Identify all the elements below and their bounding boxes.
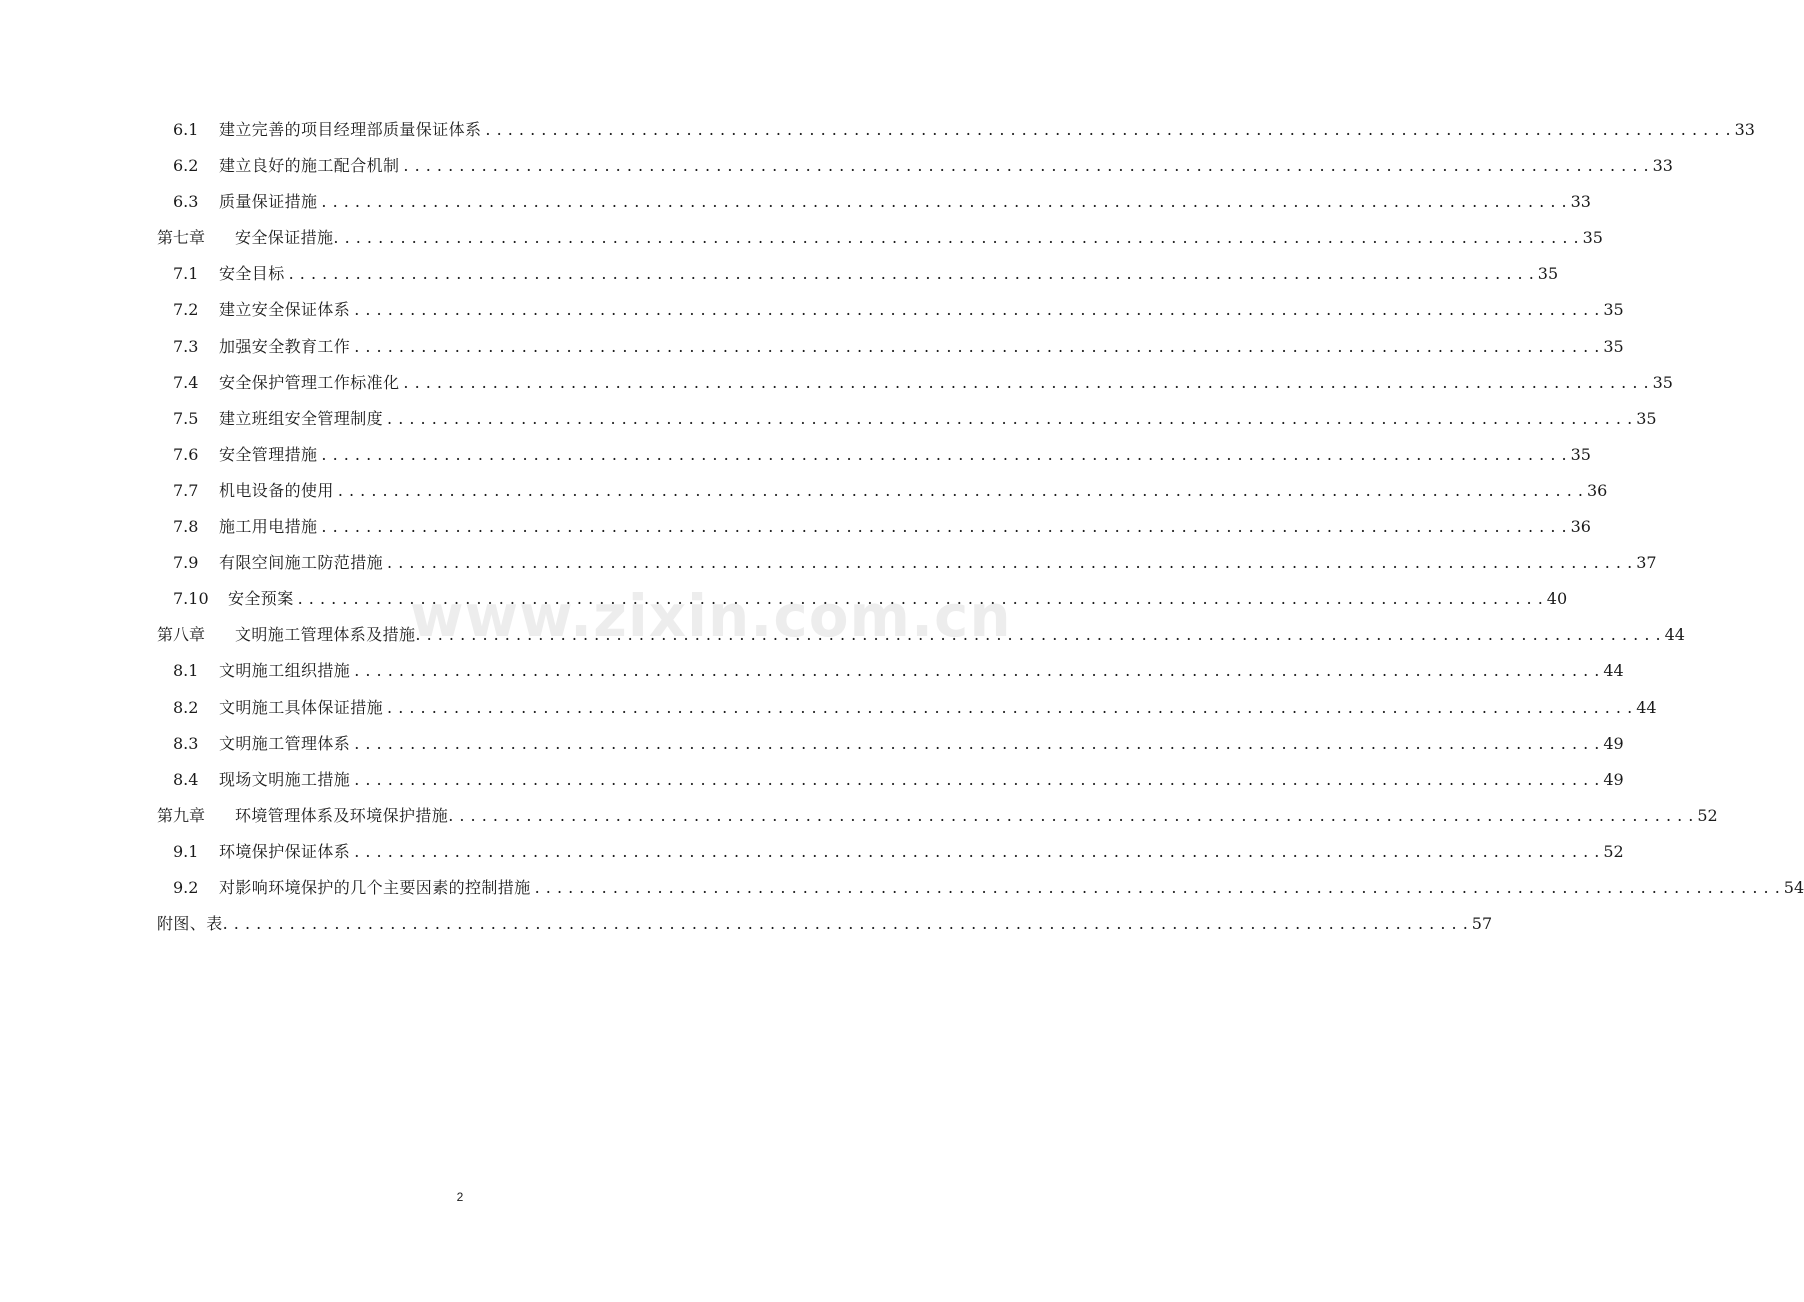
toc-dot-leader: [354, 762, 1599, 798]
toc-entry-page: 35: [1582, 228, 1603, 248]
toc-entry-number: 7.9: [173, 553, 199, 573]
toc-entry-number: 9.1: [173, 841, 199, 861]
toc-dot-leader: [223, 906, 1468, 942]
toc-entry-title: 建立良好的施工配合机制: [219, 156, 400, 176]
toc-entry-number: 6.3: [173, 192, 199, 212]
toc-entry-page: 37: [1636, 553, 1657, 573]
toc-entry-title: 文明施工管理体系: [219, 733, 351, 753]
toc-entry-number: 8.1: [173, 661, 199, 681]
toc-entry[interactable]: [157, 220, 1603, 256]
toc-dot-leader: [354, 329, 1599, 365]
toc-entry[interactable]: [157, 148, 1673, 184]
toc-entry-number: 7.7: [173, 480, 199, 500]
toc-entry-number: 7.5: [173, 408, 199, 428]
toc-entry-number: 7.8: [173, 517, 199, 537]
toc-entry[interactable]: [157, 256, 1559, 292]
toc-entry-page: 52: [1603, 841, 1624, 861]
page-number: 2: [456, 1190, 464, 1204]
toc-dot-leader: [535, 870, 1780, 906]
toc-entry-page: 49: [1603, 733, 1624, 753]
toc-dot-leader: [387, 545, 1632, 581]
toc-entry[interactable]: [157, 437, 1591, 473]
toc-dot-leader: [338, 473, 1583, 509]
toc-dot-leader: [403, 365, 1648, 401]
toc-entry[interactable]: [157, 834, 1624, 870]
toc-entry-title: 建立班组安全管理制度: [219, 408, 384, 428]
toc-dot-leader: [387, 401, 1632, 437]
toc-entry-title: 附图、表: [157, 914, 223, 934]
toc-entry-title: 安全管理措施: [219, 444, 318, 464]
toc-entry-title: 安全保证措施: [235, 228, 334, 248]
toc-entry[interactable]: [157, 184, 1591, 220]
toc-dot-leader: [354, 292, 1599, 328]
toc-entry[interactable]: [157, 690, 1657, 726]
toc-dot-leader: [354, 726, 1599, 762]
toc-entry-title: 环境管理体系及环境保护措施: [235, 805, 449, 825]
toc-entry-number: 第九章: [157, 805, 206, 825]
toc-entry[interactable]: [157, 292, 1624, 328]
toc-dot-leader: [415, 617, 1660, 653]
toc-entry-page: 44: [1664, 625, 1685, 645]
toc-dot-leader: [485, 112, 1730, 148]
toc-entry-page: 40: [1546, 589, 1568, 609]
toc-entry-page: 35: [1537, 264, 1559, 284]
toc-entry[interactable]: [157, 473, 1608, 509]
toc-entry-title: 安全保护管理工作标准化: [219, 372, 400, 392]
toc-entry-page: 36: [1570, 517, 1591, 537]
toc-entry-title: 施工用电措施: [219, 517, 318, 537]
toc-entry-page: 54: [1783, 877, 1804, 897]
toc-dot-leader: [321, 509, 1566, 545]
toc-dot-leader: [403, 148, 1648, 184]
toc-dot-leader: [289, 256, 1534, 292]
toc-entry-number: 7.10: [173, 589, 209, 609]
toc-entry-title: 环境保护保证体系: [219, 841, 351, 861]
toc-entry[interactable]: [157, 401, 1657, 437]
toc-entry-page: 33: [1652, 156, 1673, 176]
toc-entry-title: 现场文明施工措施: [219, 769, 351, 789]
toc-dot-leader: [448, 798, 1693, 834]
toc-entry[interactable]: [157, 509, 1591, 545]
toc-dot-leader: [321, 184, 1566, 220]
toc-entry-title: 有限空间施工防范措施: [219, 553, 384, 573]
toc-entry[interactable]: [157, 726, 1624, 762]
toc-entry-page: 35: [1603, 300, 1624, 320]
toc-entry-number: 7.6: [173, 444, 199, 464]
toc-entry[interactable]: [157, 870, 1804, 906]
toc-entry-title: 安全目标: [219, 264, 285, 284]
toc-dot-leader: [333, 220, 1578, 256]
toc-entry[interactable]: [157, 365, 1673, 401]
toc-entry[interactable]: [157, 545, 1657, 581]
toc-entry-page: 57: [1471, 914, 1493, 934]
toc-entry-title: 质量保证措施: [219, 192, 318, 212]
toc-dot-leader: [354, 834, 1599, 870]
toc-entry-page: 33: [1570, 192, 1591, 212]
toc-entry-number: 7.4: [173, 372, 199, 392]
toc-entry-number: 8.4: [173, 769, 199, 789]
toc-entry-title: 加强安全教育工作: [219, 336, 351, 356]
toc-dot-leader: [298, 581, 1543, 617]
table-of-contents: [157, 112, 1804, 942]
toc-entry-title: 文明施工管理体系及措施: [235, 625, 416, 645]
toc-entry-page: 44: [1636, 697, 1657, 717]
toc-entry-page: 49: [1603, 769, 1624, 789]
toc-entry-page: 52: [1697, 805, 1718, 825]
toc-entry-page: 35: [1603, 336, 1624, 356]
toc-entry[interactable]: [157, 329, 1624, 365]
toc-entry-title: 文明施工组织措施: [219, 661, 351, 681]
toc-entry-page: 35: [1652, 372, 1673, 392]
toc-dot-leader: [321, 437, 1566, 473]
toc-entry-title: 建立完善的项目经理部质量保证体系: [219, 120, 482, 139]
toc-entry-page: 35: [1570, 444, 1591, 464]
toc-entry-number: 第七章: [157, 228, 206, 248]
toc-entry[interactable]: [157, 906, 1493, 942]
toc-entry[interactable]: [157, 762, 1624, 798]
toc-entry-page: 33: [1734, 120, 1755, 139]
toc-entry-page: 36: [1586, 480, 1608, 500]
toc-entry-number: 7.3: [173, 336, 199, 356]
toc-entry-number: 6.2: [173, 156, 199, 176]
toc-entry-title: 对影响环境保护的几个主要因素的控制措施: [219, 877, 531, 897]
toc-entry-number: 7.1: [173, 264, 199, 284]
toc-entry[interactable]: [157, 112, 1755, 148]
toc-entry-page: 44: [1603, 661, 1624, 681]
toc-entry-number: 8.2: [173, 697, 199, 717]
toc-entry-number: 第八章: [157, 625, 206, 645]
toc-entry-title: 机电设备的使用: [219, 480, 334, 500]
toc-dot-leader: [387, 690, 1632, 726]
toc-entry[interactable]: [157, 798, 1718, 834]
toc-entry-title: 安全预案: [228, 589, 294, 609]
toc-dot-leader: [354, 653, 1599, 689]
toc-entry[interactable]: [157, 653, 1624, 689]
toc-entry-title: 建立安全保证体系: [219, 300, 351, 320]
watermark: www.zixin.com.cn: [410, 582, 1012, 650]
toc-entry-title: 文明施工具体保证措施: [219, 697, 384, 717]
toc-entry[interactable]: [157, 617, 1685, 653]
toc-entry-page: 35: [1636, 408, 1657, 428]
toc-entry-number: 7.2: [173, 300, 199, 320]
toc-entry-number: 9.2: [173, 877, 199, 897]
toc-entry-number: 6.1: [173, 120, 199, 139]
toc-entry-number: 8.3: [173, 733, 199, 753]
